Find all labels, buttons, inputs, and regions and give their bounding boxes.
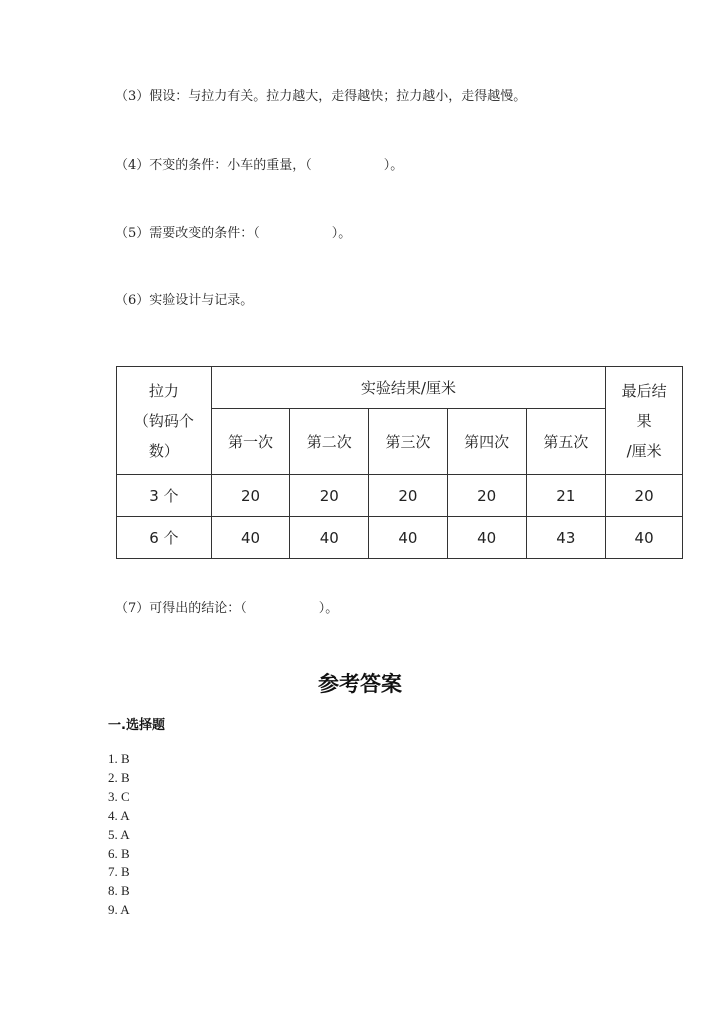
answer-item: 2. B — [108, 769, 130, 785]
final-cell: 40 — [606, 517, 683, 559]
header-trial: 第二次 — [290, 409, 369, 475]
table-cell: 21 — [526, 475, 606, 517]
header-pull-force — [117, 367, 212, 475]
question-3: （3）假设：与拉力有关。拉力越大，走得越快；拉力越小，走得越慢。 — [115, 89, 527, 104]
row-label: 3 个 — [117, 475, 212, 517]
question-7-suffix: ）。 — [318, 601, 339, 616]
row-label: 6 个 — [117, 517, 212, 559]
header-final-result — [606, 367, 683, 475]
answer-item: 6. B — [108, 845, 130, 861]
header-trial: 第一次 — [211, 409, 290, 475]
header-line: 拉力 — [148, 381, 179, 400]
table-cell: 40 — [211, 517, 290, 559]
table-row — [117, 475, 683, 517]
answer-item: 3. C — [108, 788, 130, 804]
table-cell: 20 — [290, 475, 369, 517]
header-trial: 第四次 — [447, 409, 526, 475]
header-line: 果 — [636, 411, 652, 430]
table-cell: 20 — [447, 475, 526, 517]
answer-item: 8. B — [108, 883, 130, 899]
table-cell: 40 — [447, 517, 526, 559]
answer-item: 4. A — [108, 807, 130, 823]
answer-key-title: 参考答案 — [318, 672, 402, 696]
table-cell: 43 — [526, 517, 606, 559]
header-line: 最后结 — [621, 381, 667, 400]
experiment-record-table — [116, 366, 683, 559]
answer-item: 1. B — [108, 751, 130, 766]
question-4-suffix: ）。 — [383, 158, 404, 173]
header-trial: 第三次 — [369, 409, 448, 475]
question-5-suffix: ）。 — [331, 226, 352, 241]
header-line: /厘米 — [626, 441, 662, 460]
table-cell: 40 — [369, 517, 448, 559]
question-5-prefix: （5）需要改变的条件：（ — [115, 226, 260, 241]
answer-item: 7. B — [108, 864, 130, 880]
question-7-prefix: （7）可得出的结论：（ — [115, 601, 247, 616]
question-4-prefix: （4）不变的条件：小车的重量，（ — [115, 158, 312, 173]
table-row — [117, 517, 683, 559]
table-cell: 20 — [369, 475, 448, 517]
table-cell: 20 — [211, 475, 290, 517]
question-7 — [115, 600, 338, 618]
final-cell: 20 — [606, 475, 683, 517]
answer-list — [108, 750, 130, 920]
section-title: 一.选择题 — [108, 718, 165, 733]
header-results-group: 实验结果/厘米 — [211, 367, 606, 409]
header-line: 数） — [148, 441, 179, 460]
answer-item: 5. A — [108, 826, 130, 842]
table-cell: 40 — [290, 517, 369, 559]
header-line: （钩码个 — [133, 411, 194, 430]
answer-item: 9. A — [108, 902, 130, 918]
question-6: （6）实验设计与记录。 — [115, 293, 254, 308]
question-4 — [115, 157, 403, 175]
question-5 — [115, 225, 351, 243]
header-trial: 第五次 — [526, 409, 606, 475]
